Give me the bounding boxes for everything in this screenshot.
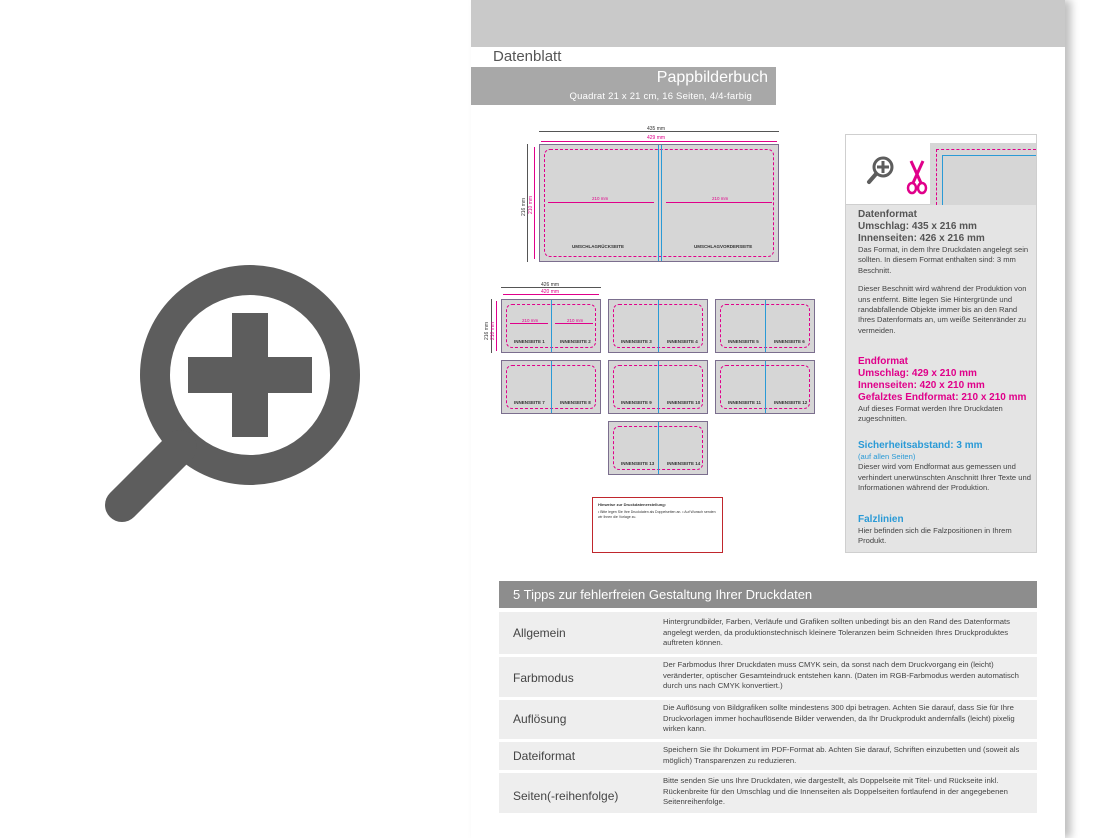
spread-half-left-line — [510, 323, 548, 324]
endformat-text: Auf dieses Format werden Ihre Druckdaten zugeschnitten. — [858, 404, 1003, 424]
sicherheit-heading: Sicherheitsabstand: 3 mm — [858, 440, 983, 451]
hint-text: • Bitte legen Sie Ihre Druckdaten als Doppelseiten an. • Auf Wunsch senden wir Ihnen die Vorlage zu. — [598, 510, 716, 519]
cover-width-inner: 429 mm — [647, 135, 666, 141]
endformat-heading: Endformat — [858, 356, 908, 367]
datasheet-page — [471, 0, 1065, 838]
falz-heading: Falzlinien — [858, 514, 904, 525]
scissors-icon — [906, 159, 928, 195]
tip-text: Der Farbmodus Ihrer Druckdaten muss CMYK sein, da sonst nach dem Druckvorgang ein (leicht) veränderter, optischer Gesamteindruck entstehen kann. (Daten im RGB-Farbmodus werden automatisch durch uns nach CMYK konvertiert.) — [663, 660, 1019, 690]
tip-row — [499, 612, 1037, 654]
spread-half-right-line — [555, 323, 593, 324]
tip-row — [499, 742, 1037, 770]
cover-width-outer: 435 mm — [647, 126, 666, 132]
falz-text: Hier befinden sich die Falzpositionen in Ihrem Produkt. — [858, 526, 1012, 546]
info-legend-top — [846, 135, 1036, 205]
datenformat-text2: Dieser Beschnitt wird während der Produktion von uns entfernt. Bitte legen Sie Hintergründe und randabfallende Objekte immer bis an den Rand Ihres Datenformats an, um weiße Seitenränder zu vermeiden. — [858, 284, 1027, 335]
page-label: INNENSEITE 8 — [560, 400, 591, 405]
tip-label: Allgemein — [513, 626, 566, 640]
page-label: INNENSEITE 14 — [667, 461, 701, 466]
tip-label: Dateiformat — [513, 749, 576, 763]
hint-title: Hinweise zur Druckdatenerstellung: — [598, 502, 667, 507]
fold-line — [765, 361, 766, 413]
page-label: INNENSEITE 7 — [514, 400, 545, 405]
cover-half-left: 210 mm — [592, 196, 609, 201]
cover-half-right: 210 mm — [712, 196, 729, 201]
tip-row — [499, 657, 1037, 697]
endformat-inner: Innenseiten: 420 x 210 mm — [858, 380, 985, 391]
inner-spread-6 — [715, 360, 815, 414]
inner-height-inner-line — [496, 301, 497, 351]
datenformat-text1: Das Format, in dem Ihre Druckdaten angelegt sein sollten. In diesem Format enthalten sind: 3 mm Beschnitt. — [858, 245, 1029, 275]
spread-half-left: 210 mm — [522, 318, 539, 323]
page-label: INNENSEITE 1 — [514, 339, 545, 344]
page-label: INNENSEITE 13 — [621, 461, 655, 466]
page-label: INNENSEITE 4 — [667, 339, 698, 344]
cover-back-label: UMSCHLAGRÜCKSEITE — [572, 244, 625, 249]
inner-spread-1 — [501, 299, 601, 353]
spread-half-right: 210 mm — [567, 318, 584, 323]
inner-spread-5 — [608, 360, 708, 414]
fold-line — [551, 361, 552, 413]
falz-section — [858, 514, 1036, 547]
page-label: INNENSEITE 3 — [621, 339, 652, 344]
page-label: INNENSEITE 11 — [728, 400, 762, 405]
page-label: INNENSEITE 9 — [621, 400, 652, 405]
cover-half-left-line — [548, 202, 654, 203]
sicherheit-sub: (auf allen Seiten) — [858, 452, 916, 461]
cover-height-outer: 216 mm — [521, 197, 527, 216]
inner-spread-3 — [715, 299, 815, 353]
endformat-cover: Umschlag: 429 x 210 mm — [858, 368, 977, 379]
inner-spread-7 — [608, 421, 708, 475]
cover-height-inner-line — [534, 147, 535, 259]
tip-label: Seiten(-reihenfolge) — [513, 789, 619, 803]
endformat-folded: Gefalztes Endformat: 210 x 210 mm — [858, 392, 1027, 403]
cover-fold-right — [661, 145, 662, 261]
corner-fold-line — [942, 155, 1036, 205]
fold-line — [658, 300, 659, 352]
inner-spread-2 — [608, 299, 708, 353]
datenformat-section — [858, 209, 1036, 336]
cover-width-inner-line — [541, 141, 777, 142]
header-band — [471, 0, 1065, 47]
layout-diagram — [471, 120, 841, 565]
cover-front-label: UMSCHLAGVORDERSEITE — [694, 244, 753, 249]
print-hint-box — [592, 497, 723, 553]
cover-sheet — [539, 144, 779, 262]
inner-height-inner: 210 mm — [490, 321, 496, 340]
tip-text: Speichern Sie Ihr Dokument im PDF-Format ab. Achten Sie darauf, Schriften einzubetten und (soweit als möglich) Transparenzen zu reduzieren. — [663, 745, 1020, 765]
inner-width-outer: 426 mm — [541, 282, 560, 288]
inner-spread-4 — [501, 360, 601, 414]
page-label: INNENSEITE 10 — [667, 400, 701, 405]
endformat-section — [858, 356, 1036, 425]
fold-line — [658, 361, 659, 413]
page-subtitle: Quadrat 21 x 21 cm, 16 Seiten, 4/4-farbig — [569, 91, 752, 102]
tips-header: 5 Tipps zur fehlerfreien Gestaltung Ihrer Druckdaten — [499, 581, 1037, 608]
info-panel — [845, 134, 1037, 553]
fold-line — [551, 300, 552, 352]
cover-safety-line — [544, 149, 774, 257]
sicherheit-text: Dieser wird vom Endformat aus gemessen und verhindert unerwünschten Anschnitt Ihrer Texte und Informationen während der Produktion. — [858, 462, 1031, 493]
page-label: INNENSEITE 6 — [774, 339, 805, 344]
fold-line — [765, 300, 766, 352]
sicherheit-section — [858, 440, 1036, 494]
page-title: Pappbilderbuch — [656, 69, 768, 86]
datenformat-inner: Innenseiten: 426 x 216 mm — [858, 233, 985, 244]
page-label: INNENSEITE 2 — [560, 339, 591, 344]
cover-height-inner: 210 mm — [528, 195, 534, 214]
fold-line — [658, 422, 659, 474]
datasheet-tab: Datenblatt — [471, 47, 591, 67]
inner-width-inner: 420 mm — [541, 289, 560, 295]
cover-fold-left — [658, 145, 659, 261]
page-label: INNENSEITE 12 — [774, 400, 808, 405]
inner-height-outer: 216 mm — [484, 321, 490, 340]
zoom-in-icon[interactable] — [100, 255, 370, 555]
magnifier-icon — [866, 155, 896, 187]
datenformat-cover: Umschlag: 435 x 216 mm — [858, 221, 977, 232]
corner-sample — [930, 143, 1036, 205]
cover-half-right-line — [666, 202, 772, 203]
title-band — [471, 67, 776, 105]
page-label: INNENSEITE 5 — [728, 339, 759, 344]
tip-text: Bitte senden Sie uns Ihre Druckdaten, wie dargestellt, als Doppelseite mit Titel- und Rückseite inkl. Rückenbreite für den Umschlag und die Innenseiten als Doppelseiten fortlaufend in der angegebenen Seitenreihenfolge. — [663, 776, 1008, 806]
tip-label: Auflösung — [513, 712, 567, 726]
tip-text: Hintergrundbilder, Farben, Verläufe und Grafiken sollten unbedingt bis an den Rand des Datenformats angelegt werden, da produktionstechnisch kleinere Toleranzen beim Schneiden Ihres Druckproduktes auftreten können. — [663, 617, 1011, 647]
datenformat-heading: Datenformat — [858, 209, 917, 220]
tip-row — [499, 773, 1037, 813]
tip-text: Die Auflösung von Bildgrafiken sollte mindestens 300 dpi betragen. Achten Sie darauf, dass Sie für Ihre Druckvorlagen immer hochauflösende Bilder verwenden, da Ihr Druckprodukt andernfalls (leicht) pixelig wirken kann. — [663, 703, 1015, 733]
tip-row — [499, 700, 1037, 739]
tip-label: Farbmodus — [513, 671, 574, 685]
